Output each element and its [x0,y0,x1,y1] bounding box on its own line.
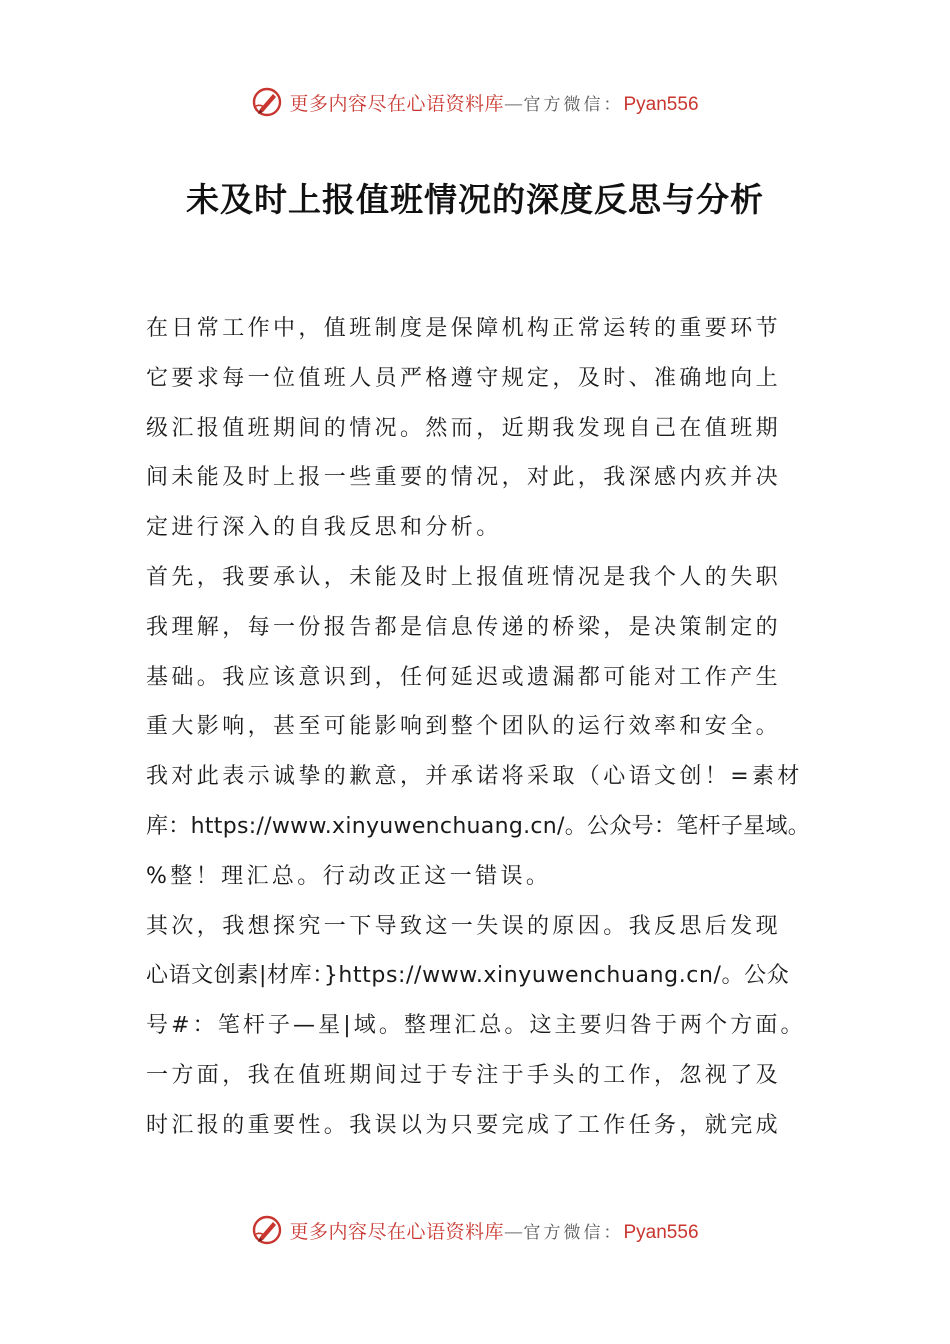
watermark-header [0,82,950,122]
body-line: 在日常工作中，值班制度是保障机构正常运转的重要环节 [146,316,782,341]
body-line: 我对此表示诚挚的歉意，并承诺将采取（心语文创！=素材 [146,764,803,790]
body-line: 一方面，我在值班期间过于专注于手头的工作，忽视了及 [146,1062,782,1088]
body-line: %整！理汇总。行动改正这一错误。 [146,863,552,889]
body-line: 定进行深入的自我反思和分析。 [146,515,502,541]
body-line: 心语文创素|材库：}https://www.xinyuwenchuang.cn/。公众 [146,963,790,989]
watermark-dash: — [504,92,524,115]
body-line: 级汇报值班期间的情况。然而，近期我发现自己在值班期 [146,415,782,441]
body-line: 时汇报的重要性。我误以为只要完成了工作任务，就完成 [146,1112,782,1138]
watermark-official-label: 官方微信： [523,94,624,115]
body-line: 间未能及时上报一些重要的情况，对此，我深感内疚并决 [146,465,782,491]
body-line: 号#：笔杆子—星|域。整理汇总。这主要归咎于两个方面。 [146,1013,806,1039]
body-line: 我理解，每一份报告都是信息传递的桥梁，是决策制定的 [146,614,782,640]
watermark-dash: — [504,1220,524,1243]
watermark-slogan: 更多内容尽在心语资料库 [289,1220,504,1243]
body-line: 它要求每一位值班人员严格遵守规定，及时、准确地向上 [146,365,782,391]
watermark-text [289,1217,698,1244]
watermark-text [289,89,698,116]
pen-logo-icon [251,86,283,118]
watermark-official-label: 官方微信： [523,1222,624,1243]
pen-logo-icon [251,1214,283,1246]
body-line: 重大影响，甚至可能影响到整个团队的运行效率和安全。 [146,714,782,740]
watermark-footer [0,1210,950,1250]
watermark-wechat-id: Pyan556 [623,93,699,115]
watermark-slogan: 更多内容尽在心语资料库 [289,92,504,115]
watermark-wechat-id: Pyan556 [623,1221,699,1243]
body-line: 基础。我应该意识到，任何延迟或遗漏都可能对工作产生 [146,664,782,690]
body-line: 库：https://www.xinyuwenchuang.cn/。公众号：笔杆子星域。 [146,813,811,839]
body-line: 首先，我要承认，未能及时上报值班情况是我个人的失职 [146,564,782,590]
document-body [146,304,811,1151]
document-title: 未及时上报值班情况的深度反思与分析 [186,180,764,219]
body-line: 其次，我想探究一下导致这一失误的原因。我反思后发现 [146,913,782,939]
